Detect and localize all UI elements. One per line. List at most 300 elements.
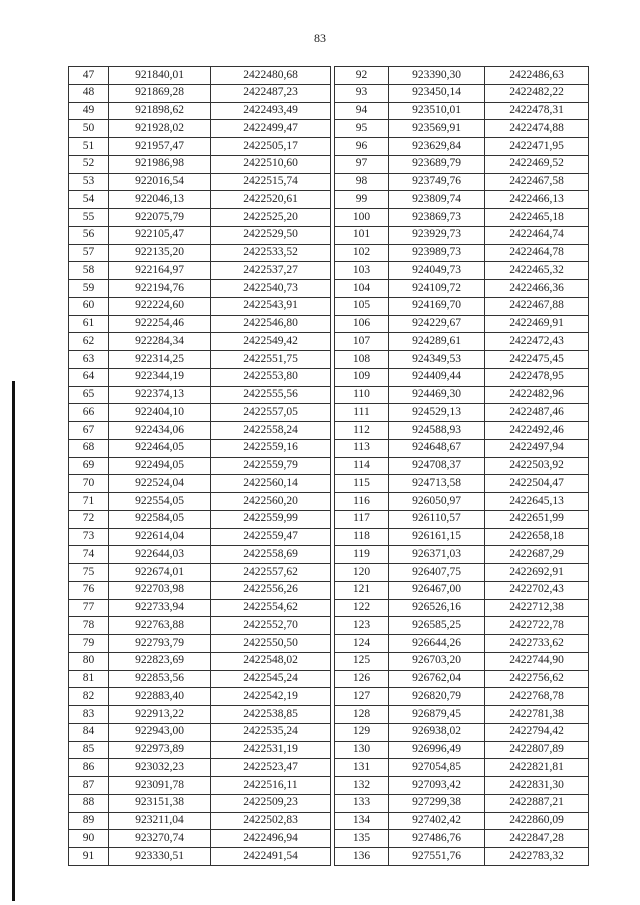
- y-coordinate-cell: 2422556,26: [211, 581, 331, 599]
- point-number-cell: 100: [335, 209, 389, 227]
- point-number-cell: 67: [69, 422, 109, 440]
- x-coordinate-cell: 923869,73: [389, 209, 485, 227]
- y-coordinate-cell: 2422546,80: [211, 315, 331, 333]
- table-row: [69, 581, 331, 599]
- y-coordinate-cell: 2422466,13: [485, 191, 589, 209]
- table-row: [335, 475, 589, 493]
- table-row: [335, 706, 589, 724]
- x-coordinate-cell: 926762,04: [389, 670, 485, 688]
- table-row: [335, 102, 589, 120]
- y-coordinate-cell: 2422821,81: [485, 759, 589, 777]
- y-coordinate-cell: 2422525,20: [211, 209, 331, 227]
- y-coordinate-cell: 2422559,47: [211, 528, 331, 546]
- table-row: [335, 155, 589, 173]
- point-number-cell: 56: [69, 226, 109, 244]
- margin-line: [12, 381, 15, 901]
- y-coordinate-cell: 2422503,92: [485, 457, 589, 475]
- point-number-cell: 121: [335, 581, 389, 599]
- table-row: [69, 209, 331, 227]
- x-coordinate-cell: 922434,06: [109, 422, 211, 440]
- x-coordinate-cell: 926407,75: [389, 564, 485, 582]
- point-number-cell: 83: [69, 706, 109, 724]
- point-number-cell: 86: [69, 759, 109, 777]
- x-coordinate-cell: 924648,67: [389, 439, 485, 457]
- table-row: [69, 315, 331, 333]
- y-coordinate-cell: 2422464,74: [485, 226, 589, 244]
- x-coordinate-cell: 924708,37: [389, 457, 485, 475]
- x-coordinate-cell: 922016,54: [109, 173, 211, 191]
- y-coordinate-cell: 2422794,42: [485, 723, 589, 741]
- point-number-cell: 122: [335, 599, 389, 617]
- y-coordinate-cell: 2422466,36: [485, 280, 589, 298]
- x-coordinate-cell: 922883,40: [109, 688, 211, 706]
- table-row: [335, 759, 589, 777]
- y-coordinate-cell: 2422558,69: [211, 546, 331, 564]
- table-row: [335, 848, 589, 866]
- x-coordinate-cell: 921928,02: [109, 120, 211, 138]
- y-coordinate-cell: 2422531,19: [211, 741, 331, 759]
- point-number-cell: 105: [335, 297, 389, 315]
- x-coordinate-cell: 924169,70: [389, 297, 485, 315]
- x-coordinate-cell: 924049,73: [389, 262, 485, 280]
- table-row: [69, 848, 331, 866]
- table-row: [335, 652, 589, 670]
- point-number-cell: 66: [69, 404, 109, 422]
- point-number-cell: 98: [335, 173, 389, 191]
- x-coordinate-cell: 923689,79: [389, 155, 485, 173]
- table-row: [69, 404, 331, 422]
- table-row: [69, 564, 331, 582]
- y-coordinate-cell: 2422478,95: [485, 368, 589, 386]
- table-row: [335, 528, 589, 546]
- y-coordinate-cell: 2422551,75: [211, 351, 331, 369]
- y-coordinate-cell: 2422505,17: [211, 138, 331, 156]
- table-row: [69, 226, 331, 244]
- point-number-cell: 82: [69, 688, 109, 706]
- x-coordinate-cell: 922554,05: [109, 493, 211, 511]
- point-number-cell: 108: [335, 351, 389, 369]
- point-number-cell: 63: [69, 351, 109, 369]
- x-coordinate-cell: 921986,98: [109, 155, 211, 173]
- table-row: [69, 706, 331, 724]
- point-number-cell: 123: [335, 617, 389, 635]
- point-number-cell: 130: [335, 741, 389, 759]
- x-coordinate-cell: 922763,88: [109, 617, 211, 635]
- table-row: [69, 794, 331, 812]
- point-number-cell: 70: [69, 475, 109, 493]
- table-row: [69, 777, 331, 795]
- point-number-cell: 132: [335, 777, 389, 795]
- point-number-cell: 124: [335, 635, 389, 653]
- table-row: [335, 244, 589, 262]
- table-row: [335, 191, 589, 209]
- y-coordinate-cell: 2422504,47: [485, 475, 589, 493]
- y-coordinate-cell: 2422497,94: [485, 439, 589, 457]
- y-coordinate-cell: 2422482,22: [485, 84, 589, 102]
- point-number-cell: 95: [335, 120, 389, 138]
- y-coordinate-cell: 2422472,43: [485, 333, 589, 351]
- point-number-cell: 119: [335, 546, 389, 564]
- table-row: [335, 404, 589, 422]
- y-coordinate-cell: 2422559,16: [211, 439, 331, 457]
- x-coordinate-cell: 924588,93: [389, 422, 485, 440]
- x-coordinate-cell: 924713,58: [389, 475, 485, 493]
- x-coordinate-cell: 922284,34: [109, 333, 211, 351]
- point-number-cell: 131: [335, 759, 389, 777]
- y-coordinate-cell: 2422465,32: [485, 262, 589, 280]
- x-coordinate-cell: 922823,69: [109, 652, 211, 670]
- y-coordinate-cell: 2422486,63: [485, 67, 589, 85]
- point-number-cell: 49: [69, 102, 109, 120]
- x-coordinate-cell: 926526,16: [389, 599, 485, 617]
- y-coordinate-cell: 2422480,68: [211, 67, 331, 85]
- x-coordinate-cell: 922344,19: [109, 368, 211, 386]
- table-row: [335, 723, 589, 741]
- table-row: [335, 439, 589, 457]
- point-number-cell: 109: [335, 368, 389, 386]
- x-coordinate-cell: 922135,20: [109, 244, 211, 262]
- y-coordinate-cell: 2422559,99: [211, 510, 331, 528]
- point-number-cell: 48: [69, 84, 109, 102]
- y-coordinate-cell: 2422831,30: [485, 777, 589, 795]
- point-number-cell: 57: [69, 244, 109, 262]
- x-coordinate-cell: 922494,05: [109, 457, 211, 475]
- table-row: [69, 759, 331, 777]
- y-coordinate-cell: 2422509,23: [211, 794, 331, 812]
- y-coordinate-cell: 2422465,18: [485, 209, 589, 227]
- point-number-cell: 81: [69, 670, 109, 688]
- y-coordinate-cell: 2422475,45: [485, 351, 589, 369]
- x-coordinate-cell: 924109,72: [389, 280, 485, 298]
- x-coordinate-cell: 921957,47: [109, 138, 211, 156]
- y-coordinate-cell: 2422496,94: [211, 830, 331, 848]
- point-number-cell: 111: [335, 404, 389, 422]
- y-coordinate-cell: 2422543,91: [211, 297, 331, 315]
- y-coordinate-cell: 2422474,88: [485, 120, 589, 138]
- page-number: 83: [314, 31, 326, 45]
- table-row: [335, 297, 589, 315]
- table-row: [69, 457, 331, 475]
- y-coordinate-cell: 2422469,91: [485, 315, 589, 333]
- x-coordinate-cell: 922105,47: [109, 226, 211, 244]
- y-coordinate-cell: 2422467,58: [485, 173, 589, 191]
- y-coordinate-cell: 2422520,61: [211, 191, 331, 209]
- table-row: [69, 493, 331, 511]
- point-number-cell: 112: [335, 422, 389, 440]
- x-coordinate-cell: 923270,74: [109, 830, 211, 848]
- point-number-cell: 50: [69, 120, 109, 138]
- y-coordinate-cell: 2422478,31: [485, 102, 589, 120]
- y-coordinate-cell: 2422529,50: [211, 226, 331, 244]
- y-coordinate-cell: 2422492,46: [485, 422, 589, 440]
- x-coordinate-cell: 924469,30: [389, 386, 485, 404]
- point-number-cell: 61: [69, 315, 109, 333]
- y-coordinate-cell: 2422499,47: [211, 120, 331, 138]
- point-number-cell: 129: [335, 723, 389, 741]
- x-coordinate-cell: 921869,28: [109, 84, 211, 102]
- point-number-cell: 75: [69, 564, 109, 582]
- x-coordinate-cell: 922314,25: [109, 351, 211, 369]
- table-row: [69, 386, 331, 404]
- table-row: [69, 475, 331, 493]
- y-coordinate-cell: 2422464,78: [485, 244, 589, 262]
- y-coordinate-cell: 2422537,27: [211, 262, 331, 280]
- point-number-cell: 115: [335, 475, 389, 493]
- point-number-cell: 65: [69, 386, 109, 404]
- table-row: [69, 280, 331, 298]
- point-number-cell: 97: [335, 155, 389, 173]
- table-row: [69, 510, 331, 528]
- table-row: [69, 120, 331, 138]
- table-row: [69, 244, 331, 262]
- point-number-cell: 74: [69, 546, 109, 564]
- x-coordinate-cell: 924229,67: [389, 315, 485, 333]
- x-coordinate-cell: 923330,51: [109, 848, 211, 866]
- y-coordinate-cell: 2422552,70: [211, 617, 331, 635]
- table-row: [335, 84, 589, 102]
- y-coordinate-cell: 2422560,14: [211, 475, 331, 493]
- point-number-cell: 68: [69, 439, 109, 457]
- x-coordinate-cell: 923450,14: [389, 84, 485, 102]
- table-row: [335, 138, 589, 156]
- y-coordinate-cell: 2422510,60: [211, 155, 331, 173]
- y-coordinate-cell: 2422887,21: [485, 794, 589, 812]
- table-row: [69, 155, 331, 173]
- x-coordinate-cell: 926161,15: [389, 528, 485, 546]
- table-row: [69, 652, 331, 670]
- point-number-cell: 125: [335, 652, 389, 670]
- point-number-cell: 78: [69, 617, 109, 635]
- point-number-cell: 69: [69, 457, 109, 475]
- y-coordinate-cell: 2422744,90: [485, 652, 589, 670]
- point-number-cell: 90: [69, 830, 109, 848]
- x-coordinate-cell: 922913,22: [109, 706, 211, 724]
- x-coordinate-cell: 923629,84: [389, 138, 485, 156]
- table-row: [335, 351, 589, 369]
- point-number-cell: 79: [69, 635, 109, 653]
- point-number-cell: 64: [69, 368, 109, 386]
- table-row: [335, 581, 589, 599]
- point-number-cell: 101: [335, 226, 389, 244]
- x-coordinate-cell: 921840,01: [109, 67, 211, 85]
- x-coordinate-cell: 922374,13: [109, 386, 211, 404]
- point-number-cell: 77: [69, 599, 109, 617]
- y-coordinate-cell: 2422557,62: [211, 564, 331, 582]
- table-row: [335, 315, 589, 333]
- point-number-cell: 133: [335, 794, 389, 812]
- x-coordinate-cell: 923211,04: [109, 812, 211, 830]
- point-number-cell: 134: [335, 812, 389, 830]
- x-coordinate-cell: 924289,61: [389, 333, 485, 351]
- table-row: [69, 368, 331, 386]
- table-row: [335, 777, 589, 795]
- point-number-cell: 110: [335, 386, 389, 404]
- table-row: [69, 812, 331, 830]
- y-coordinate-cell: 2422712,38: [485, 599, 589, 617]
- table-row: [69, 599, 331, 617]
- table-row: [69, 173, 331, 191]
- point-number-cell: 107: [335, 333, 389, 351]
- table-row: [335, 422, 589, 440]
- point-number-cell: 59: [69, 280, 109, 298]
- table-row: [69, 102, 331, 120]
- table-row: [335, 493, 589, 511]
- y-coordinate-cell: 2422471,95: [485, 138, 589, 156]
- y-coordinate-cell: 2422555,56: [211, 386, 331, 404]
- x-coordinate-cell: 922404,10: [109, 404, 211, 422]
- y-coordinate-cell: 2422781,38: [485, 706, 589, 724]
- x-coordinate-cell: 922046,13: [109, 191, 211, 209]
- y-coordinate-cell: 2422692,91: [485, 564, 589, 582]
- table-row: [335, 120, 589, 138]
- table-row: [69, 262, 331, 280]
- x-coordinate-cell: 923091,78: [109, 777, 211, 795]
- x-coordinate-cell: 923569,91: [389, 120, 485, 138]
- y-coordinate-cell: 2422559,79: [211, 457, 331, 475]
- point-number-cell: 94: [335, 102, 389, 120]
- x-coordinate-cell: 927486,76: [389, 830, 485, 848]
- table-row: [69, 635, 331, 653]
- y-coordinate-cell: 2422549,42: [211, 333, 331, 351]
- y-coordinate-cell: 2422553,80: [211, 368, 331, 386]
- point-number-cell: 87: [69, 777, 109, 795]
- y-coordinate-cell: 2422538,85: [211, 706, 331, 724]
- y-coordinate-cell: 2422557,05: [211, 404, 331, 422]
- point-number-cell: 126: [335, 670, 389, 688]
- x-coordinate-cell: 922254,46: [109, 315, 211, 333]
- point-number-cell: 62: [69, 333, 109, 351]
- point-number-cell: 55: [69, 209, 109, 227]
- point-number-cell: 52: [69, 155, 109, 173]
- x-coordinate-cell: 923809,74: [389, 191, 485, 209]
- y-coordinate-cell: 2422516,11: [211, 777, 331, 795]
- point-number-cell: 114: [335, 457, 389, 475]
- x-coordinate-cell: 922853,56: [109, 670, 211, 688]
- x-coordinate-cell: 923032,23: [109, 759, 211, 777]
- y-coordinate-cell: 2422523,47: [211, 759, 331, 777]
- y-coordinate-cell: 2422651,99: [485, 510, 589, 528]
- y-coordinate-cell: 2422540,73: [211, 280, 331, 298]
- x-coordinate-cell: 922075,79: [109, 209, 211, 227]
- table-row: [335, 209, 589, 227]
- x-coordinate-cell: 926467,00: [389, 581, 485, 599]
- table-row: [335, 812, 589, 830]
- x-coordinate-cell: 921898,62: [109, 102, 211, 120]
- x-coordinate-cell: 924349,53: [389, 351, 485, 369]
- table-row: [69, 723, 331, 741]
- y-coordinate-cell: 2422645,13: [485, 493, 589, 511]
- table-row: [335, 617, 589, 635]
- y-coordinate-cell: 2422467,88: [485, 297, 589, 315]
- y-coordinate-cell: 2422550,50: [211, 635, 331, 653]
- y-coordinate-cell: 2422687,29: [485, 546, 589, 564]
- point-number-cell: 117: [335, 510, 389, 528]
- table-row: [69, 528, 331, 546]
- point-number-cell: 53: [69, 173, 109, 191]
- table-row: [335, 564, 589, 582]
- y-coordinate-cell: 2422469,52: [485, 155, 589, 173]
- table-row: [335, 457, 589, 475]
- x-coordinate-cell: 926879,45: [389, 706, 485, 724]
- x-coordinate-cell: 923929,73: [389, 226, 485, 244]
- x-coordinate-cell: 926996,49: [389, 741, 485, 759]
- table-row: [335, 794, 589, 812]
- y-coordinate-cell: 2422482,96: [485, 386, 589, 404]
- x-coordinate-cell: 922584,05: [109, 510, 211, 528]
- x-coordinate-cell: 923510,01: [389, 102, 485, 120]
- table-row: [335, 67, 589, 85]
- point-number-cell: 93: [335, 84, 389, 102]
- x-coordinate-cell: 922733,94: [109, 599, 211, 617]
- point-number-cell: 106: [335, 315, 389, 333]
- point-number-cell: 84: [69, 723, 109, 741]
- table-row: [335, 599, 589, 617]
- x-coordinate-cell: 926050,97: [389, 493, 485, 511]
- x-coordinate-cell: 927054,85: [389, 759, 485, 777]
- table-row: [69, 297, 331, 315]
- y-coordinate-cell: 2422733,62: [485, 635, 589, 653]
- point-number-cell: 89: [69, 812, 109, 830]
- point-number-cell: 58: [69, 262, 109, 280]
- point-number-cell: 127: [335, 688, 389, 706]
- y-coordinate-cell: 2422548,02: [211, 652, 331, 670]
- point-number-cell: 128: [335, 706, 389, 724]
- x-coordinate-cell: 924409,44: [389, 368, 485, 386]
- y-coordinate-cell: 2422558,24: [211, 422, 331, 440]
- y-coordinate-cell: 2422768,78: [485, 688, 589, 706]
- point-number-cell: 96: [335, 138, 389, 156]
- x-coordinate-cell: 926110,57: [389, 510, 485, 528]
- x-coordinate-cell: 923749,76: [389, 173, 485, 191]
- x-coordinate-cell: 926644,26: [389, 635, 485, 653]
- y-coordinate-cell: 2422756,62: [485, 670, 589, 688]
- table-row: [335, 546, 589, 564]
- x-coordinate-cell: 922973,89: [109, 741, 211, 759]
- x-coordinate-cell: 926585,25: [389, 617, 485, 635]
- x-coordinate-cell: 922703,98: [109, 581, 211, 599]
- point-number-cell: 54: [69, 191, 109, 209]
- y-coordinate-cell: 2422860,09: [485, 812, 589, 830]
- table-row: [69, 830, 331, 848]
- point-number-cell: 116: [335, 493, 389, 511]
- point-number-cell: 118: [335, 528, 389, 546]
- table-row: [69, 67, 331, 85]
- x-coordinate-cell: 922674,01: [109, 564, 211, 582]
- point-number-cell: 60: [69, 297, 109, 315]
- point-number-cell: 113: [335, 439, 389, 457]
- table-row: [335, 688, 589, 706]
- x-coordinate-cell: 922194,76: [109, 280, 211, 298]
- x-coordinate-cell: 926938,02: [389, 723, 485, 741]
- x-coordinate-cell: 923390,30: [389, 67, 485, 85]
- x-coordinate-cell: 923989,73: [389, 244, 485, 262]
- y-coordinate-cell: 2422545,24: [211, 670, 331, 688]
- y-coordinate-cell: 2422535,24: [211, 723, 331, 741]
- table-row: [335, 386, 589, 404]
- point-number-cell: 99: [335, 191, 389, 209]
- x-coordinate-cell: 927402,42: [389, 812, 485, 830]
- x-coordinate-cell: 926820,79: [389, 688, 485, 706]
- x-coordinate-cell: 922464,05: [109, 439, 211, 457]
- table-row: [335, 830, 589, 848]
- y-coordinate-cell: 2422554,62: [211, 599, 331, 617]
- table-row: [335, 368, 589, 386]
- x-coordinate-cell: 923151,38: [109, 794, 211, 812]
- table-row: [335, 173, 589, 191]
- y-coordinate-cell: 2422722,78: [485, 617, 589, 635]
- x-coordinate-cell: 922164,97: [109, 262, 211, 280]
- table-row: [335, 226, 589, 244]
